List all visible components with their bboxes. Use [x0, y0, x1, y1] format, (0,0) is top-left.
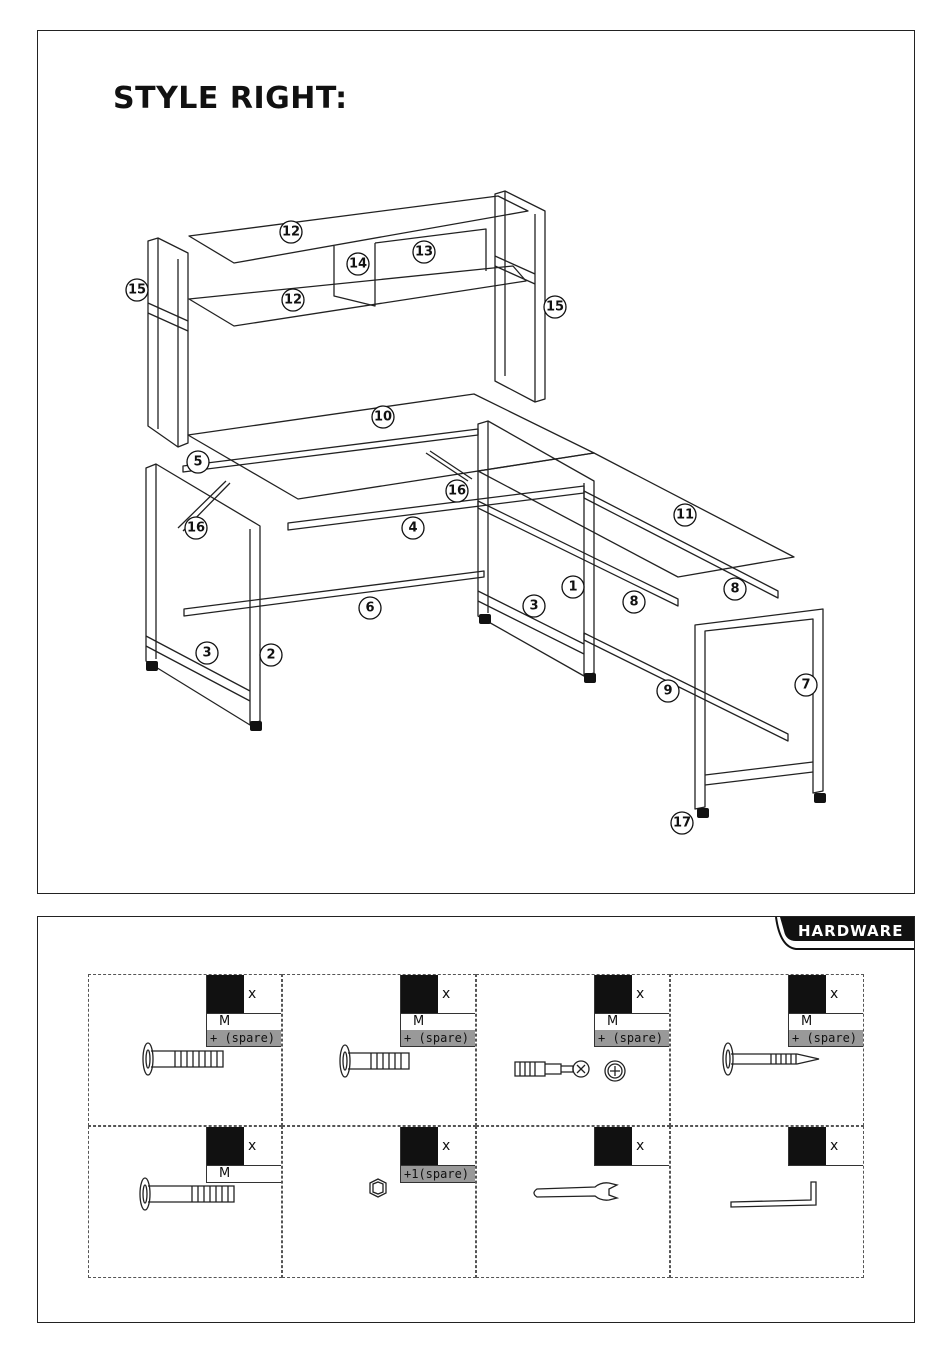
callout-16b	[446, 480, 468, 502]
spare-label: + (spare)	[595, 1030, 669, 1046]
callout-2	[260, 644, 282, 666]
svg-text:9: 9	[663, 683, 673, 699]
wood-screw-icon	[671, 975, 865, 1127]
svg-text:2: 2	[266, 647, 276, 663]
qty-suffix: x	[636, 1138, 645, 1154]
callout-16a	[185, 517, 207, 539]
callout-1	[562, 576, 584, 598]
svg-text:10: 10	[373, 409, 393, 425]
callout-13	[413, 241, 435, 263]
hardware-item-nut	[282, 1126, 476, 1278]
qty-suffix: x	[442, 986, 451, 1002]
beam-5	[183, 429, 478, 472]
callout-8a	[623, 591, 645, 613]
callout-12b	[282, 289, 304, 311]
center-leg-frame	[478, 421, 594, 676]
svg-text:4: 4	[408, 520, 418, 536]
beam-6	[184, 571, 484, 616]
leveling-feet	[146, 614, 826, 818]
hardware-item-wrench	[476, 1126, 670, 1278]
svg-text:8: 8	[629, 594, 639, 610]
size-label: M	[789, 1013, 863, 1030]
callout-7	[795, 674, 817, 696]
callout-8b	[724, 578, 746, 600]
spare-label: + (spare)	[789, 1030, 863, 1046]
svg-text:6: 6	[365, 600, 375, 616]
exploded-desk-diagram	[38, 31, 914, 893]
svg-text:7: 7	[801, 677, 811, 693]
spare-label: + (spare)	[207, 1030, 281, 1046]
qty-suffix: x	[636, 986, 645, 1002]
hardware-item-long-bolt	[88, 1126, 282, 1278]
qty-suffix: x	[248, 1138, 257, 1154]
size-label: M	[207, 1013, 281, 1030]
qty-suffix: x	[830, 986, 839, 1002]
nut-icon	[283, 1127, 477, 1279]
svg-text:15: 15	[545, 299, 565, 315]
hardware-item-cam-lock	[476, 974, 670, 1126]
hardware-item-bolt	[88, 974, 282, 1126]
beam-9	[584, 633, 788, 741]
svg-text:16: 16	[447, 483, 467, 499]
svg-text:13: 13	[414, 244, 434, 260]
svg-text:11: 11	[675, 507, 695, 523]
callout-3a	[196, 642, 218, 664]
callout-4	[402, 517, 424, 539]
hardware-grid	[88, 974, 864, 1278]
svg-text:3: 3	[529, 598, 539, 614]
svg-text:12: 12	[283, 292, 303, 308]
cam-lock-icon	[477, 975, 671, 1127]
callout-9	[657, 680, 679, 702]
allen-key-icon	[671, 1127, 865, 1279]
callout-15a	[126, 279, 148, 301]
callout-10	[372, 406, 394, 428]
svg-text:16: 16	[186, 520, 206, 536]
wrench-icon	[477, 1127, 671, 1279]
svg-text:14: 14	[348, 256, 368, 272]
hardware-tab-label: HARDWARE	[798, 922, 904, 940]
svg-text:3: 3	[202, 645, 212, 661]
hardware-item-short-bolt	[282, 974, 476, 1126]
callout-11	[674, 504, 696, 526]
callout-12a	[280, 221, 302, 243]
size-label: M	[595, 1013, 669, 1030]
callout-5	[187, 451, 209, 473]
short-bolt-icon	[283, 975, 477, 1127]
callout-15b	[544, 296, 566, 318]
hutch-right-frame	[495, 191, 545, 402]
svg-text:17: 17	[672, 815, 692, 831]
bolt-icon	[89, 975, 283, 1127]
svg-text:15: 15	[127, 282, 147, 298]
hutch-left-frame	[148, 238, 188, 447]
callout-17	[671, 812, 693, 834]
qty-suffix: x	[248, 986, 257, 1002]
svg-text:12: 12	[281, 224, 301, 240]
beam-4	[288, 483, 584, 530]
svg-text:1: 1	[568, 579, 578, 595]
svg-text:5: 5	[193, 454, 203, 470]
desktop-return	[478, 453, 794, 577]
size-label: M	[207, 1165, 281, 1182]
spare-label: +1(spare)	[401, 1165, 475, 1182]
callout-6	[359, 597, 381, 619]
size-label: M	[401, 1013, 475, 1030]
assembly-diagram-panel	[37, 30, 915, 894]
spare-label: + (spare)	[401, 1030, 475, 1046]
qty-suffix: x	[830, 1138, 839, 1154]
svg-text:8: 8	[730, 581, 740, 597]
callout-3b	[523, 595, 545, 617]
hardware-item-wood-screw	[670, 974, 864, 1126]
long-bolt-icon	[89, 1127, 283, 1279]
callout-14	[347, 253, 369, 275]
style-title: STYLE RIGHT:	[113, 81, 348, 116]
qty-suffix: x	[442, 1138, 451, 1154]
hardware-item-allen-key	[670, 1126, 864, 1278]
hardware-panel	[37, 916, 915, 1323]
